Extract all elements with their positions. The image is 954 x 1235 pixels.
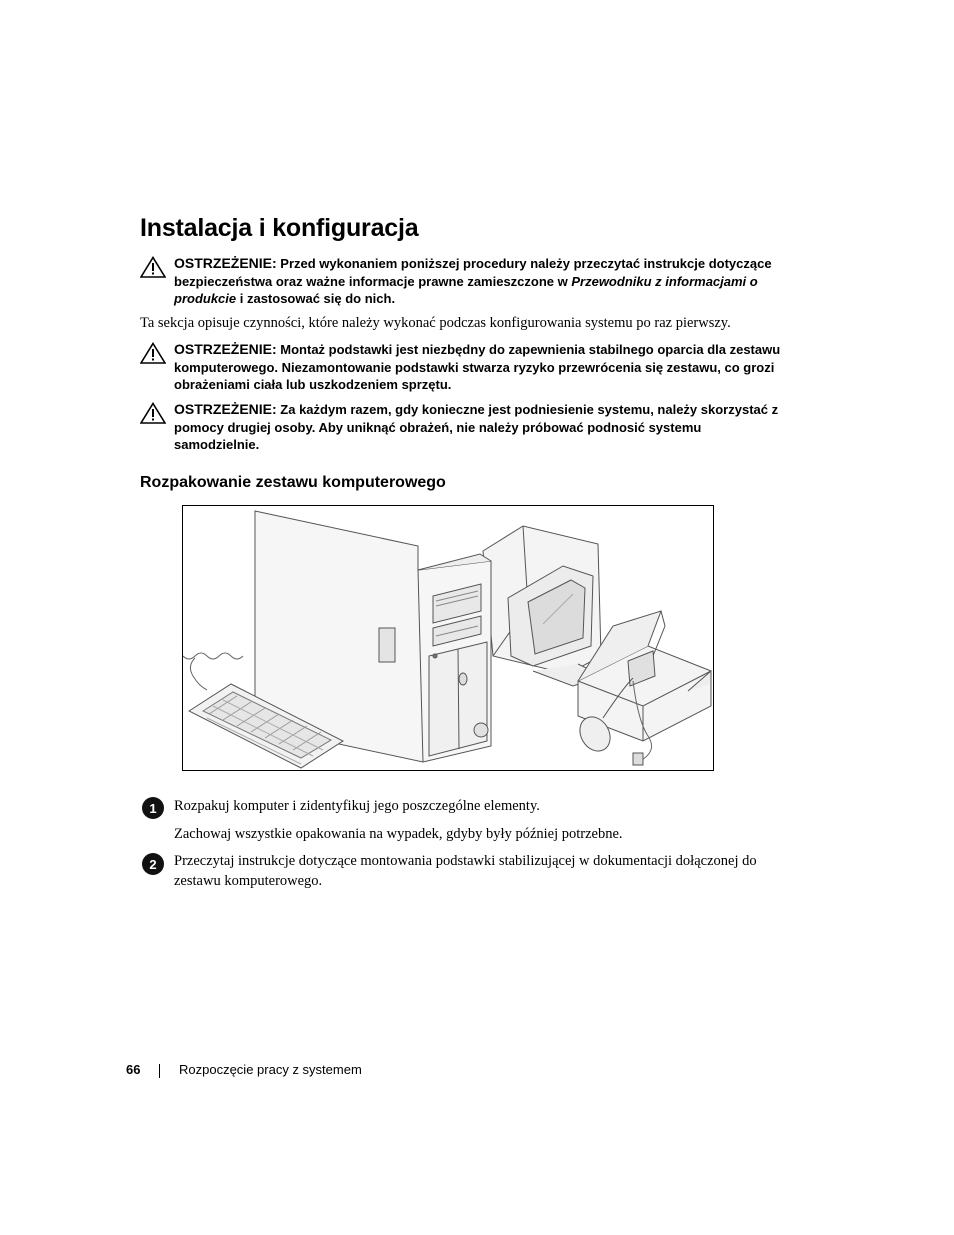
warning-2 (140, 341, 790, 394)
step-2-text: Przeczytaj instrukcje dotyczące montowania podstawki stabilizującej w dokumentacji dołączonej do zestawu komputerowego. (174, 853, 757, 889)
page-title: Instalacja i konfiguracja (140, 214, 419, 242)
step-1-note: Zachowaj wszystkie opakowania na wypadek, gdyby były później potrzebne. (174, 826, 623, 842)
warning-triangle-icon (140, 256, 166, 278)
warning-2-body: Montaż podstawki jest niezbędny do zapewnienia stabilnego oparcia dla zestawu komputerowego. Niezamontowanie podstawki stwarza ryzyko przewrócenia się zestawu, co grozi obrażeniami ciała lub uszkodzeniem sprzętu. (174, 342, 781, 392)
warning-label: OSTRZEŻENIE: (174, 341, 277, 357)
monitor-drawing (483, 526, 603, 686)
intro-paragraph: Ta sekcja opisuje czynności, które należy wykonać podczas konfigurowania systemu po raz pierwszy. (140, 315, 731, 331)
power-cord-drawing (183, 653, 243, 690)
step-1-badge: 1 (142, 797, 164, 819)
warning-3-body: Za każdym razem, gdy konieczne jest podniesienie systemu, należy skorzystać z pomocy drugiej osoby. Aby uniknąć obrażeń, nie należy próbować podnosić systemu samodzielnie. (174, 402, 779, 452)
warning-3-text (174, 401, 790, 454)
step-2-badge: 2 (142, 853, 164, 875)
section-title: Rozpakowanie zestawu komputerowego (140, 474, 446, 491)
warning-1-doc-reference: Przewodniku z informacjami o produkcie (174, 273, 758, 306)
warning-3 (140, 401, 790, 454)
unpacking-illustration (182, 505, 714, 771)
page-number: 66 (126, 1062, 141, 1077)
warning-triangle-icon (140, 402, 166, 424)
warning-label: OSTRZEŻENIE: (174, 401, 277, 417)
step-1-text: Rozpakuj komputer i zidentyfikuj jego poszczególne elementy. (174, 798, 540, 814)
chapter-title: Rozpoczęcie pracy z systemem (179, 1062, 362, 1077)
warning-1-body-end: i zastosować się do nich. (236, 291, 396, 306)
warning-triangle-icon (140, 342, 166, 364)
warning-2-text (174, 341, 790, 394)
footer-separator (159, 1064, 160, 1078)
warning-1-text (174, 255, 790, 308)
warning-1-body: Przed wykonaniem poniższej procedury należy przeczytać instrukcje dotyczące bezpieczeństwa oraz ważne informacje prawne zamieszczone w (174, 256, 772, 289)
warning-1 (140, 255, 790, 308)
computer-system-illustration (183, 506, 713, 770)
warning-label: OSTRZEŻENIE: (174, 255, 277, 271)
